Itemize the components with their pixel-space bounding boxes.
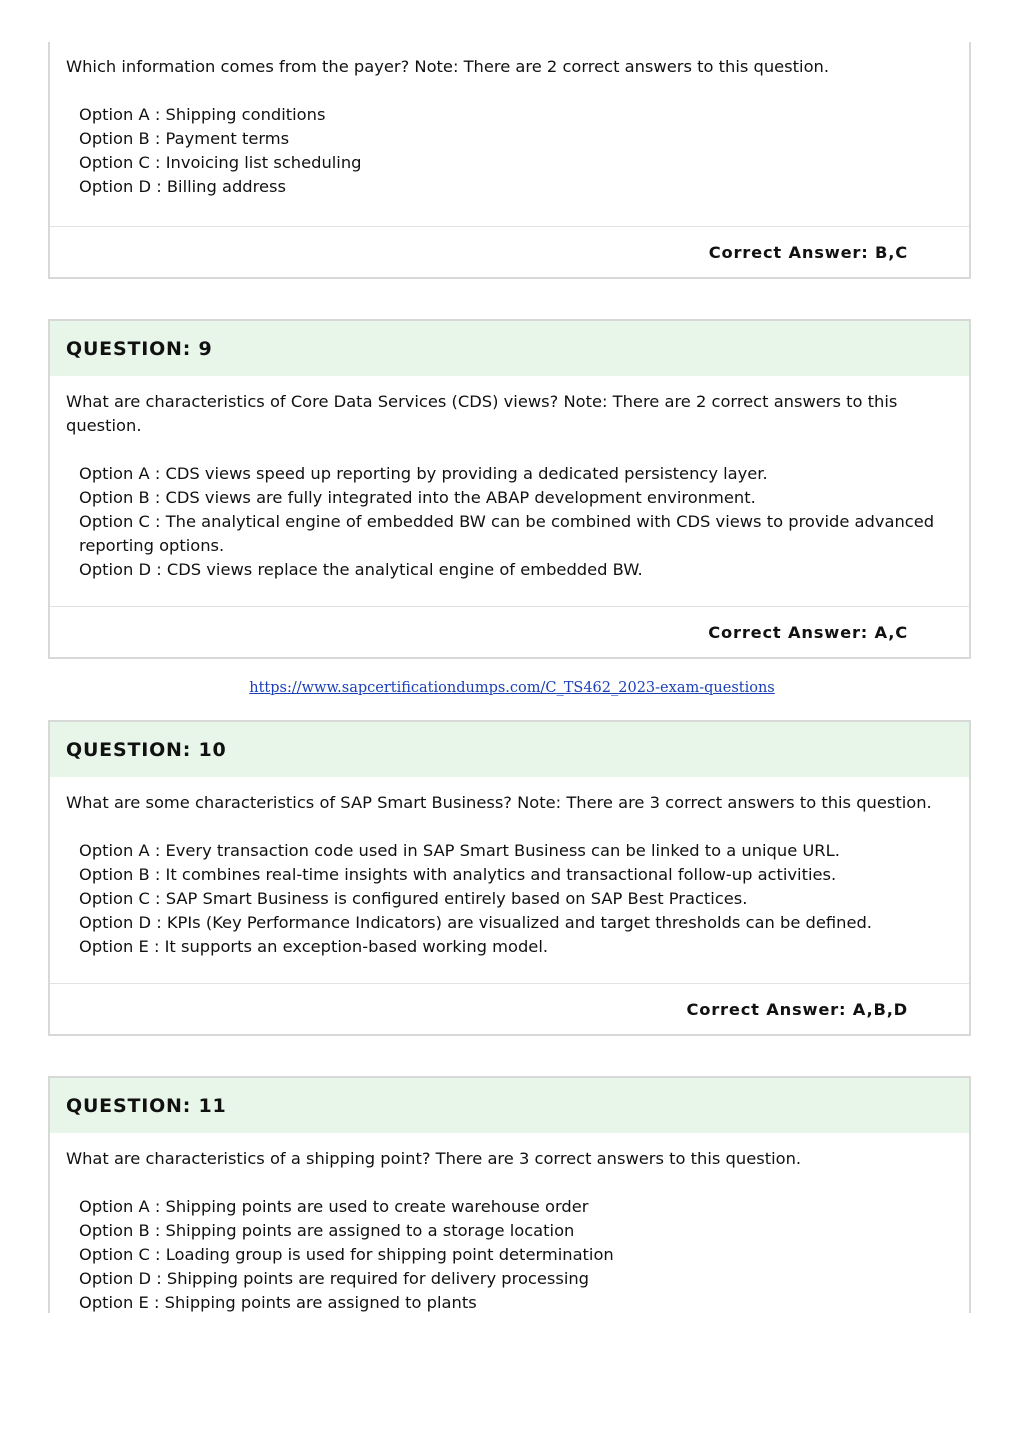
question-title: QUESTION: 11 bbox=[66, 1094, 227, 1117]
question-body bbox=[50, 777, 969, 959]
option-a: Option A : Shipping conditions bbox=[79, 105, 326, 124]
option-c: Option C : SAP Smart Business is configured entirely based on SAP Best Practices. bbox=[79, 889, 748, 908]
correct-answer: Correct Answer: A,C bbox=[708, 622, 908, 642]
question-card-9 bbox=[48, 319, 971, 659]
option-list bbox=[79, 462, 939, 582]
question-card-11 bbox=[48, 1076, 971, 1313]
answer-row bbox=[50, 983, 969, 1034]
option-e: Option E : It supports an exception-based working model. bbox=[79, 937, 549, 956]
question-text: Which information comes from the payer? Note: There are 2 correct answers to this question. bbox=[66, 57, 830, 76]
answer-row bbox=[50, 606, 969, 657]
question-body bbox=[50, 1133, 969, 1315]
option-e: Option E : Shipping points are assigned to plants bbox=[79, 1293, 477, 1312]
question-card-8 bbox=[48, 42, 971, 279]
option-c: Option C : Loading group is used for shipping point determination bbox=[79, 1245, 614, 1264]
option-d: Option D : Billing address bbox=[79, 177, 286, 196]
correct-answer: Correct Answer: A,B,D bbox=[686, 999, 908, 1019]
option-a: Option A : CDS views speed up reporting by providing a dedicated persistency layer. bbox=[79, 464, 768, 483]
correct-answer: Correct Answer: B,C bbox=[708, 242, 908, 262]
question-title: QUESTION: 9 bbox=[66, 337, 213, 360]
option-list bbox=[79, 103, 939, 199]
question-text: What are some characteristics of SAP Smart Business? Note: There are 3 correct answers to this question. bbox=[66, 793, 932, 812]
question-card-10 bbox=[48, 720, 971, 1036]
question-title: QUESTION: 10 bbox=[66, 738, 227, 761]
option-b: Option B : Payment terms bbox=[79, 129, 290, 148]
source-link[interactable]: https://www.sapcertificationdumps.com/C_TS462_2023-exam-questions bbox=[249, 680, 775, 696]
option-d: Option D : CDS views replace the analytical engine of embedded BW. bbox=[79, 560, 643, 579]
option-d: Option D : KPIs (Key Performance Indicators) are visualized and target thresholds can be defined. bbox=[79, 913, 872, 932]
question-body bbox=[50, 42, 969, 199]
question-text: What are characteristics of a shipping point? There are 3 correct answers to this question. bbox=[66, 1149, 802, 1168]
option-b: Option B : CDS views are fully integrated into the ABAP development environment. bbox=[79, 488, 756, 507]
option-b: Option B : Shipping points are assigned to a storage location bbox=[79, 1221, 575, 1240]
option-c: Option C : The analytical engine of embedded BW can be combined with CDS views to provide advanced reporting options. bbox=[79, 512, 935, 555]
question-header bbox=[50, 321, 969, 376]
option-list bbox=[79, 839, 939, 959]
question-text: What are characteristics of Core Data Services (CDS) views? Note: There are 2 correct answers to this question. bbox=[66, 392, 898, 435]
option-d: Option D : Shipping points are required for delivery processing bbox=[79, 1269, 590, 1288]
option-list bbox=[79, 1195, 939, 1315]
option-a: Option A : Every transaction code used in SAP Smart Business can be linked to a unique URL. bbox=[79, 841, 840, 860]
question-header bbox=[50, 1078, 969, 1133]
option-b: Option B : It combines real-time insights with analytics and transactional follow-up activities. bbox=[79, 865, 837, 884]
question-header bbox=[50, 722, 969, 777]
option-a: Option A : Shipping points are used to create warehouse order bbox=[79, 1197, 589, 1216]
answer-row bbox=[50, 226, 969, 277]
option-c: Option C : Invoicing list scheduling bbox=[79, 153, 362, 172]
question-body bbox=[50, 376, 969, 582]
